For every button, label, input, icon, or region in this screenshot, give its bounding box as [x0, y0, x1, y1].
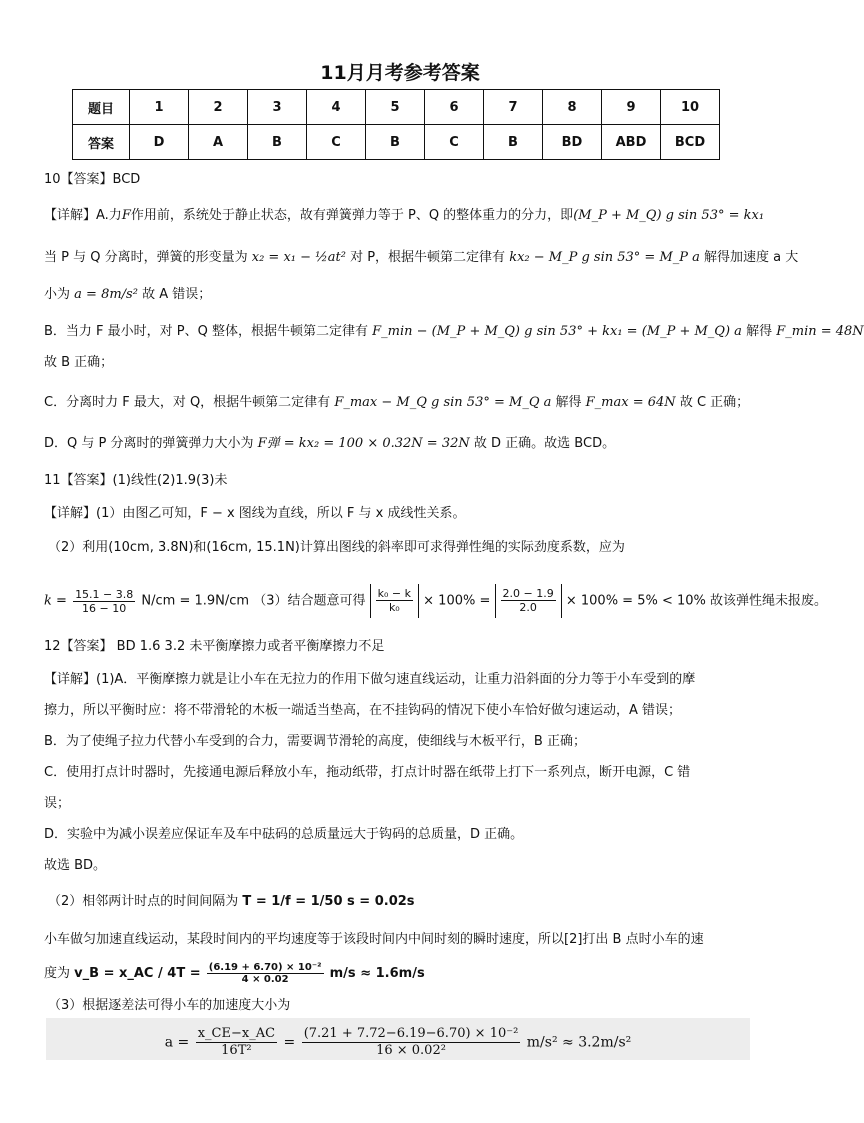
text: 故 D 正确。故选 BCD。	[473, 436, 616, 451]
formula: F弹 = kx₂ = 100 × 0.32N = 32N	[257, 436, 470, 451]
formula: kx₂ − M_P g sin 53° = M_P a	[509, 250, 700, 265]
text: （3）结合题意可得	[253, 593, 366, 609]
q10-detail-d1	[44, 434, 615, 454]
q12-velocity-1: 小车做匀加速直线运动，某段时间内的平均速度等于该段时间内中间时刻的瞬时速度，所以[2]打出 B 点时小车的速	[44, 932, 704, 947]
denominator: 2.0	[519, 601, 537, 614]
table-cell: B	[484, 125, 543, 160]
table-cell: ABD	[602, 125, 661, 160]
denominator: 16T²	[221, 1043, 252, 1058]
fraction	[73, 588, 135, 615]
table-cell: BCD	[661, 125, 720, 160]
table-cell: C	[425, 125, 484, 160]
text: 故 C 正确；	[679, 395, 750, 410]
acceleration-formula	[46, 1026, 750, 1059]
text: 对 P，根据牛顿第二定律有	[350, 250, 506, 265]
table-cell: 7	[484, 90, 543, 125]
text: D．Q 与 P 分离时的弹簧弹力大小为	[44, 436, 254, 451]
fraction	[501, 587, 556, 614]
abs-value	[370, 584, 419, 618]
text: B．当力 F 最小时，对 P、Q 整体，根据牛顿第二定律有	[44, 324, 368, 339]
row-label-answer: 答案	[73, 125, 130, 160]
table-cell: D	[130, 125, 189, 160]
q10-detail-a1	[44, 206, 764, 226]
q12-detail-c1: C．使用打点计时器时，先接通电源后释放小车，拖动纸带，打点计时器在纸带上打下一系列点，断开电源，C 错	[44, 765, 691, 780]
numerator: x_CE−x_AC	[197, 1026, 276, 1041]
formula: a = 8m/s²	[74, 287, 138, 302]
numerator: (7.21 + 7.72−6.19−6.70) × 10⁻²	[303, 1026, 519, 1041]
q12-velocity-2	[44, 960, 425, 988]
table-cell: 1	[130, 90, 189, 125]
q12-detail-d: D．实验中为减小误差应保证车及车中砝码的总质量远大于钩码的总质量，D 正确。	[44, 827, 524, 842]
q10-detail-c1	[44, 393, 749, 413]
text: （2）相邻两计时点的时间间隔为	[48, 894, 239, 909]
text: 当 P 与 Q 分离时，弹簧的形变量为	[44, 250, 248, 265]
table-cell: 2	[189, 90, 248, 125]
table-cell: BD	[543, 125, 602, 160]
text: N/cm = 1.9N/cm	[141, 593, 250, 609]
table-cell: 4	[307, 90, 366, 125]
text: =	[283, 1034, 296, 1051]
numerator: 2.0 − 1.9	[502, 587, 554, 600]
formula: v_B = x_AC / 4T =	[74, 966, 201, 981]
fraction	[196, 1026, 277, 1059]
force-symbol: F	[121, 208, 131, 223]
q12-choice: 故选 BD。	[44, 858, 107, 873]
formula: m/s² ≈ 3.2m/s²	[526, 1034, 632, 1051]
answer-table	[72, 89, 720, 160]
denominator: 4 × 0.02	[241, 974, 289, 985]
q11-answer: 11【答案】(1)线性(2)1.9(3)未	[44, 473, 228, 488]
q10-answer: 10【答案】BCD	[44, 172, 141, 187]
fraction	[376, 587, 413, 614]
formula: F_max − M_Q g sin 53° = M_Q a	[334, 395, 552, 410]
q12-detail-b: B．为了使绳子拉力代替小车受到的合力，需要调节滑轮的高度，使细线与木板平行，B 正确；	[44, 734, 586, 749]
formula: (M_P + M_Q) g sin 53° = kx₁	[573, 208, 765, 223]
formula: T = 1/f = 1/50 s = 0.02s	[242, 894, 415, 909]
q12-acc-text: （3）根据逐差法可得小车的加速度大小为	[48, 998, 291, 1013]
text: 解得	[746, 324, 773, 339]
formula: F_min = 48N	[776, 324, 864, 339]
table-cell: A	[189, 125, 248, 160]
table-cell: 6	[425, 90, 484, 125]
q10-detail-a2	[44, 248, 798, 268]
table-cell: 3	[248, 90, 307, 125]
q10-detail-b2: 故 B 正确；	[44, 355, 114, 370]
abs-value	[495, 584, 562, 618]
text: 【详解】A.力	[44, 208, 122, 223]
q12-answer: 12【答案】 BD 1.6 3.2 未平衡摩擦力或者平衡摩擦力不足	[44, 639, 385, 654]
table-row	[73, 125, 720, 160]
denominator: 16 × 0.02²	[376, 1043, 446, 1058]
table-cell: 8	[543, 90, 602, 125]
numerator: 15.1 − 3.8	[75, 587, 134, 601]
formula: F_max = 64N	[585, 395, 676, 410]
formula: m/s ≈ 1.6m/s	[329, 966, 425, 981]
text: 解得加速度 a 大	[704, 250, 799, 265]
q11-detail-3: k = $\frac{15.1 - 3.8}{16 - 10}$ N/cm = 1.9N/cm （3）结合题意可得 $\frac{\text{k₀ − k}}{\text{k₀}}$ × 100% = $\frac{2.0 - 1.9}{2.0}$ × 100% = 5% < 10% 故该弹性绳未报废。	[44, 584, 827, 619]
formula: x₂ = x₁ − ½at²	[251, 250, 346, 265]
table-cell: C	[307, 125, 366, 160]
text: C．分离时力 F 最大，对 Q，根据牛顿第二定律有	[44, 395, 331, 410]
numerator: (6.19 + 6.70) × 10⁻²	[208, 962, 322, 973]
text: × 100% = 5% < 10%	[565, 593, 706, 609]
denominator: k₀	[388, 601, 400, 614]
text: × 100% =	[423, 593, 491, 609]
q12-detail-a2: 擦力，所以平衡时应：将不带滑轮的木板一端适当垫高，在不挂钩码的情况下使小车恰好做匀速运动，A 错误；	[44, 703, 682, 718]
q11-detail-2: （2）利用(10cm, 3.8N)和(16cm, 15.1N)计算出图线的斜率即可求得弹性绳的实际劲度系数，应为	[48, 540, 625, 555]
row-label-question: 题目	[73, 90, 130, 125]
table-row	[73, 90, 720, 125]
denominator: 16 − 10	[82, 601, 127, 615]
text: 解得	[555, 395, 582, 410]
numerator: k₀ − k	[377, 587, 412, 600]
formula-box	[46, 1018, 750, 1060]
q12-period	[48, 892, 415, 912]
fraction	[302, 1026, 521, 1059]
text: 度为	[44, 966, 71, 981]
table-cell: 10	[661, 90, 720, 125]
fraction	[207, 962, 324, 985]
q10-detail-a3	[44, 285, 211, 305]
table-cell: B	[248, 125, 307, 160]
formula: a =	[164, 1034, 190, 1051]
table-cell: 9	[602, 90, 661, 125]
text: 作用前，系统处于静止状态，故有弹簧弹力等于 P、Q 的整体重力的分力，即	[130, 208, 574, 223]
page-title: 11月月考参考答案	[320, 62, 480, 84]
q10-detail-b1	[44, 322, 864, 342]
text: 故 A 错误；	[142, 287, 212, 302]
q11-detail-1: 【详解】(1）由图乙可知，F − x 图线为直线，所以 F 与 x 成线性关系。	[44, 506, 466, 521]
k-symbol: k	[44, 593, 52, 609]
table-cell: 5	[366, 90, 425, 125]
q12-detail-a1: 【详解】(1)A．平衡摩擦力就是让小车在无拉力的作用下做匀速直线运动，让重力沿斜面的分力等于小车受到的摩	[44, 672, 696, 687]
q12-detail-c2: 误；	[44, 796, 71, 811]
text: 故该弹性绳未报废。	[710, 593, 828, 609]
table-cell: B	[366, 125, 425, 160]
formula: F_min − (M_P + M_Q) g sin 53° + kx₁ = (M_P + M_Q) a	[372, 324, 742, 339]
text: 小为	[44, 287, 71, 302]
